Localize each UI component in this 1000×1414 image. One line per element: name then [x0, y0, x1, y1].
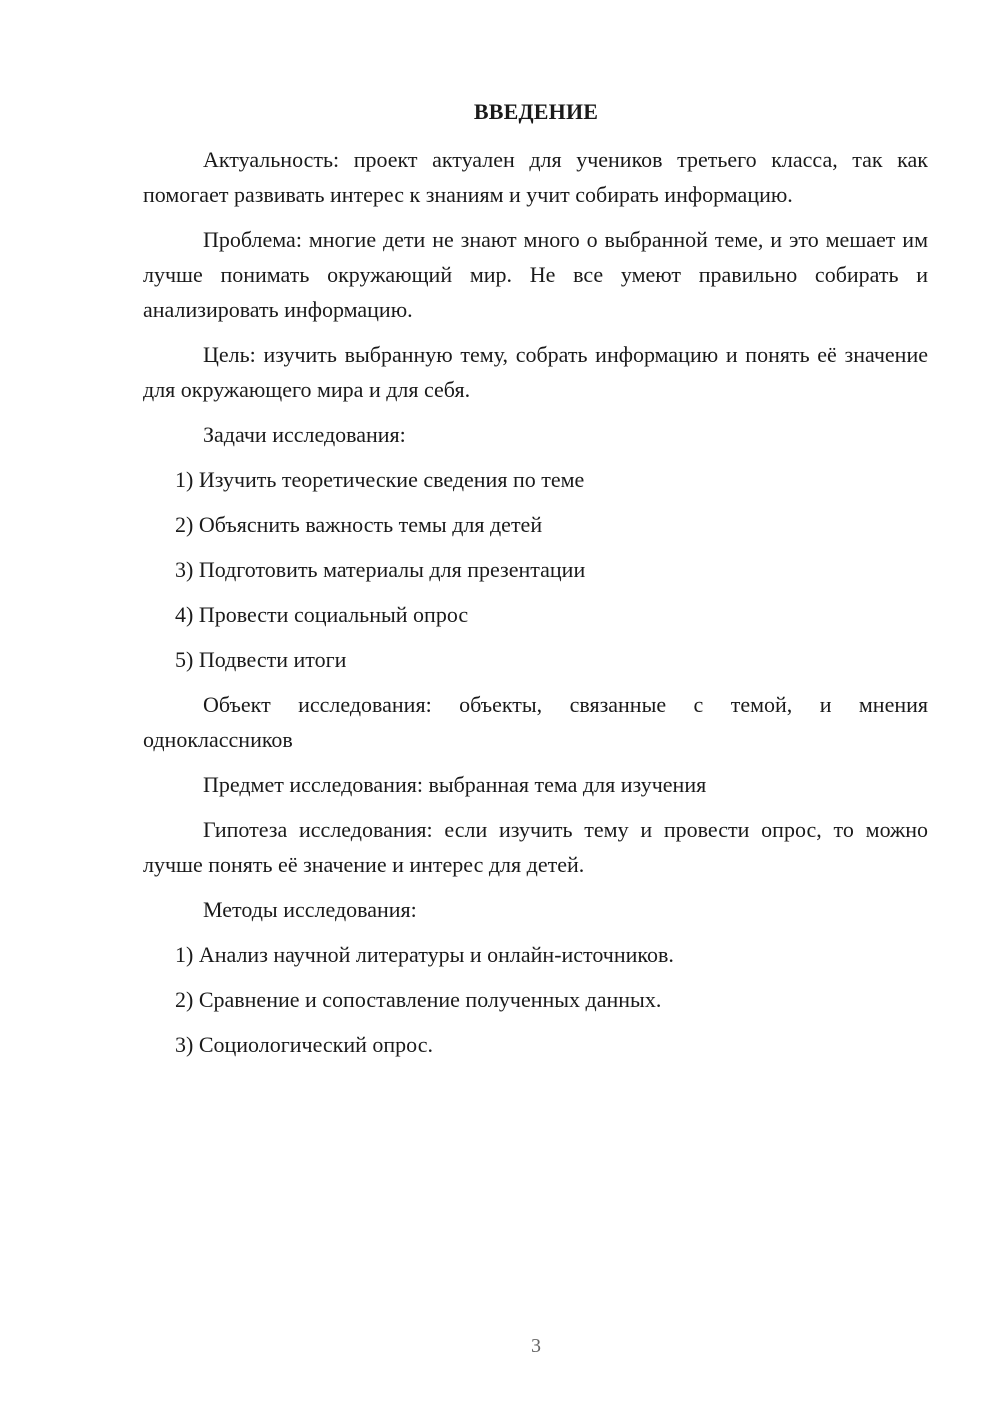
- page-number: 3: [531, 1335, 541, 1357]
- goal-paragraph: Цель: изучить выбранную тему, собрать информацию и понять её значение для окружающего мира и для себя.: [143, 342, 928, 402]
- task-item: 1) Изучить теоретические сведения по теме: [175, 467, 585, 492]
- subject-paragraph: Предмет исследования: выбранная тема для изучения: [203, 772, 707, 797]
- methods-label: Методы исследования:: [203, 897, 417, 922]
- problem-paragraph: Проблема: многие дети не знают много о выбранной теме, и это мешает им лучше понимать окружающий мир. Не все умеют правильно собирать и анализировать информацию.: [143, 227, 928, 322]
- document-body: [143, 142, 928, 1072]
- task-item: 3) Подготовить материалы для презентации: [175, 557, 586, 582]
- task-item: 5) Подвести итоги: [175, 647, 347, 672]
- method-item: 3) Социологический опрос.: [175, 1032, 433, 1057]
- methods-list: [143, 937, 928, 1062]
- tasks-list: [143, 462, 928, 677]
- task-item: 2) Объяснить важность темы для детей: [175, 512, 543, 537]
- object-paragraph: Объект исследования: объекты, связанные с темой, и мнения одноклассников: [143, 692, 928, 752]
- tasks-label: Задачи исследования:: [203, 422, 406, 447]
- relevance-paragraph: Актуальность: проект актуален для учеников третьего класса, так как помогает развивать интерес к знаниям и учит собирать информацию.: [143, 147, 928, 207]
- method-item: 1) Анализ научной литературы и онлайн-источников.: [175, 942, 674, 967]
- hypothesis-paragraph: Гипотеза исследования: если изучить тему и провести опрос, то можно лучше понять её значение и интерес для детей.: [143, 817, 928, 877]
- task-item: 4) Провести социальный опрос: [175, 602, 469, 627]
- method-item: 2) Сравнение и сопоставление полученных данных.: [175, 987, 662, 1012]
- page-title: ВВЕДЕНИЕ: [473, 99, 599, 124]
